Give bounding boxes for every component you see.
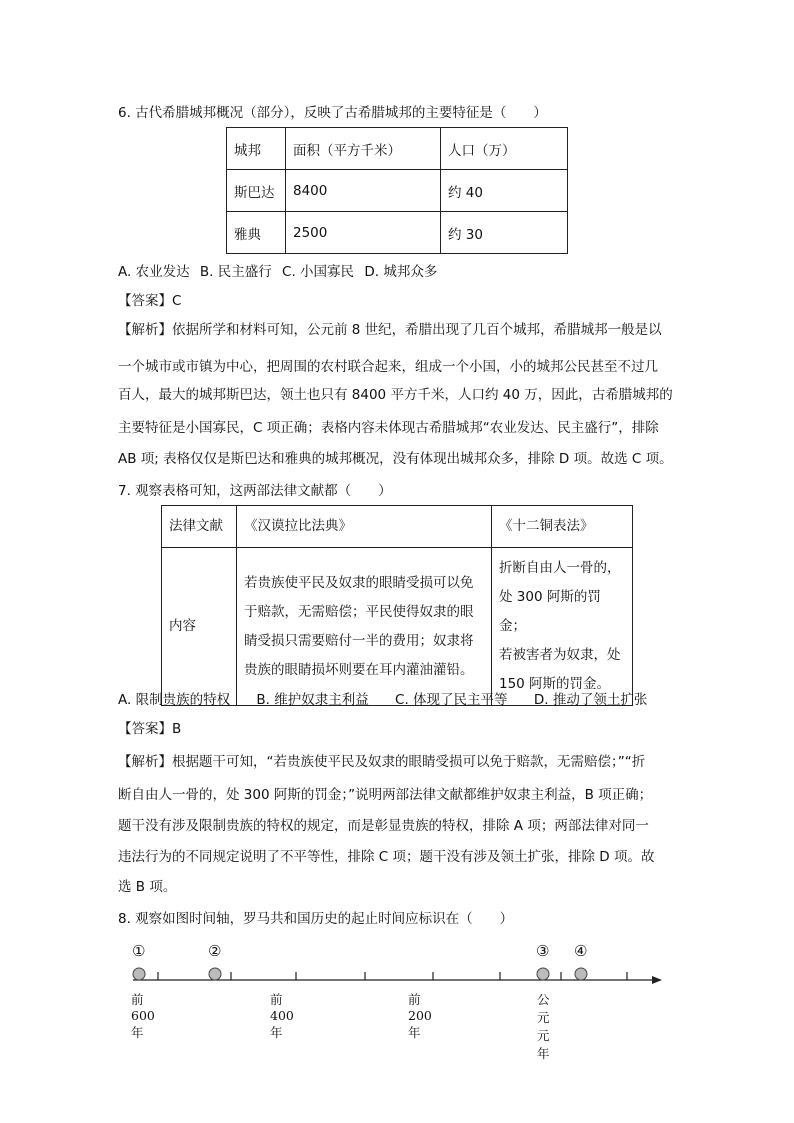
timeline-label: 公元元年: [537, 992, 550, 1061]
option-d: D. 推动了领土扩张: [533, 692, 648, 708]
table-header-cell: 《十二铜表法》: [492, 506, 633, 548]
cell-line: 150 阿斯的罚金。: [499, 676, 611, 692]
table-cell: [237, 548, 492, 706]
timeline-label: 前200年: [408, 992, 432, 1040]
table-row: [227, 170, 568, 212]
marker-label-3: ③: [536, 942, 550, 960]
table-row: [227, 128, 568, 170]
table-cell: 内容: [162, 548, 237, 706]
table-cell: 斯巴达: [227, 170, 286, 212]
cell-line: 处 300 阿斯的罚金；: [499, 589, 601, 634]
q6-stem: 6. 古代希腊城邦概况（部分），反映了古希腊城邦的主要特征是（ ）: [118, 105, 547, 121]
q7-analysis-line: 断自由人一骨的，处 300 阿斯的罚金；”说明两部法律文献都维护奴隶主利益，B 项正确；: [118, 787, 653, 803]
marker-label-4: ④: [574, 942, 588, 960]
table-cell: 2500: [286, 212, 441, 254]
timeline-label: 前600年: [131, 992, 155, 1040]
table-cell: 8400: [286, 170, 441, 212]
option-d: D. 城邦众多: [364, 264, 438, 280]
q6-analysis-line: 【解析】依据所学和材料可知，公元前 8 世纪，希腊出现了几百个城邦，希腊城邦一般是以: [118, 322, 662, 338]
q8-stem: 8. 观察如图时间轴，罗马共和国历史的起止时间应标识在（ ）: [118, 911, 514, 927]
q6-analysis-line: 主要特征是小国寡民，C 项正确；表格内容未体现古希腊城邦“农业发达、民主盛行”，排除: [118, 420, 659, 436]
option-a: A. 农业发达: [118, 264, 190, 280]
q7-options: [118, 691, 678, 709]
q6-analysis-line: AB 项; 表格仅仅是斯巴达和雅典的城邦概况，没有体现出城邦众多，排除 D 项。故选 C 项。: [118, 451, 673, 467]
timeline-axis: [0, 960, 794, 1000]
option-b: B. 维护奴隶主利益: [256, 692, 369, 708]
q6-analysis-line: 百人，最大的城邦斯巴达，领土也只有 8400 平方千米，人口约 40 万，因此，古希腊城邦的: [118, 387, 673, 403]
cell-line: 若贵族使平民及奴隶的眼睛受损可以免: [244, 574, 474, 591]
table-header-cell: 人口（万）: [441, 128, 568, 170]
q7-analysis-line: 题干没有涉及限制贵族的特权的规定，而是彰显贵族的特权，排除 A 项；两部法律对同一: [118, 818, 649, 834]
timeline-label: 前400年: [270, 992, 294, 1040]
option-c: C. 体现了民主平等: [395, 692, 508, 708]
table-cell: 雅典: [227, 212, 286, 254]
table-row: [162, 506, 633, 548]
q6-options: [118, 263, 678, 281]
q7-analysis-line: 选 B 项。: [118, 879, 177, 895]
marker-label-1: ①: [132, 942, 146, 960]
option-a: A. 限制贵族的特权: [118, 692, 231, 708]
q7-answer: 【答案】B: [118, 721, 182, 737]
q6-table: [226, 127, 568, 254]
table-header-cell: 《汉谟拉比法典》: [237, 506, 492, 548]
option-c: C. 小国寡民: [282, 264, 355, 280]
q6-analysis-line: 一个城市或市镇为中心，把周围的农村联合起来，组成一个小国，小的城邦公民甚至不过几: [118, 359, 658, 375]
q7-table: [161, 505, 633, 706]
cell-line: 睛受损只需要赔付一半的费用；奴隶将: [244, 632, 474, 649]
q7-analysis-line: 【解析】根据题干可知，“若贵族使平民及奴隶的眼睛受损可以免于赔款，无需赔偿；”“折: [118, 754, 646, 770]
marker-label-2: ②: [208, 942, 222, 960]
option-b: B. 民主盛行: [199, 264, 272, 280]
table-cell: 约 30: [441, 212, 568, 254]
q6-answer: 【答案】C: [118, 293, 182, 309]
table-header-cell: 城邦: [227, 128, 286, 170]
table-header-cell: 面积（平方千米）: [286, 128, 441, 170]
cell-line: 于赔款，无需赔偿；平民使得奴隶的眼: [244, 603, 474, 620]
cell-line: 若被害者为奴隶，处: [499, 647, 621, 663]
table-row: [227, 212, 568, 254]
table-cell: 约 40: [441, 170, 568, 212]
cell-line: 折断自由人一骨的，: [499, 560, 621, 576]
q7-analysis-line: 违法行为的不同规定说明了不平等性，排除 C 项；题干没有涉及领土扩张，排除 D 项。故: [118, 849, 655, 865]
table-row: [162, 548, 633, 706]
table-cell: [492, 548, 633, 706]
q7-stem: 7. 观察表格可知，这两部法律文献都（ ）: [118, 483, 392, 499]
table-header-cell: 法律文献: [162, 506, 237, 548]
cell-line: 贵族的眼睛损坏则要在耳内灌油灌铅。: [244, 661, 474, 678]
